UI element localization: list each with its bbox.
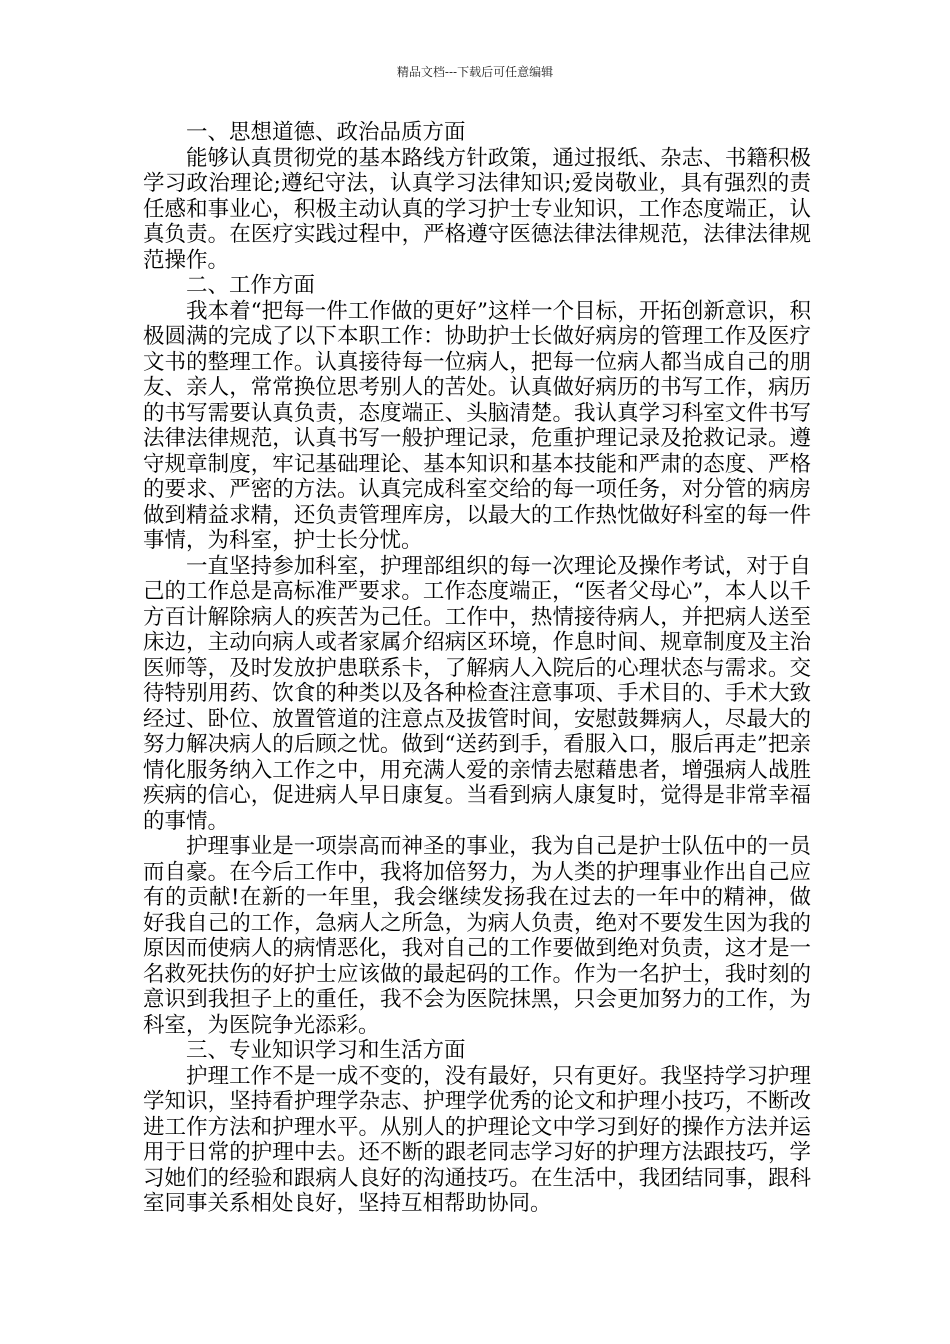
- page-header: 精品文档---下载后可任意编辑: [396, 65, 554, 79]
- section-heading-1: 一、思想道德、政治品质方面: [186, 120, 466, 145]
- section-heading-3: 三、专业知识学习和生活方面: [186, 1038, 466, 1063]
- paragraph: 护理事业是一项崇高而神圣的事业，我为自己是护士队伍中的一员而自豪。在今后工作中，我将加倍努力，为人类的护理事业作出自己应有的贡献!在新的一年里，我会继续发扬我在过去的一年中的精神，做好我自己的工作，急病人之所急，为病人负责，绝对不要发生因为我的原因而使病人的病情恶化，我对自己的工作要做到绝对负责，这才是一名救死扶伤的好护士应该做的最起码的工作。作为一名护士，我时刻的意识到我担子上的重任，我不会为医院抹黑，只会更加努力的工作，为科室，为医院争光添彩。: [143, 834, 811, 1038]
- paragraph: 我本着“把每一件工作做的更好”这样一个目标，开拓创新意识，积极圆满的完成了以下本职工作：协助护士长做好病房的管理工作及医疗文书的整理工作。认真接待每一位病人，把每一位病人都当成自己的朋友、亲人，常常换位思考别人的苦处。认真做好病历的书写工作，病历的书写需要认真负责，态度端正、头脑清楚。我认真学习科室文件书写法律法律规范，认真书写一般护理记录，危重护理记录及抢救记录。遵守规章制度，牢记基础理论、基本知识和基本技能和严肃的态度、严格的要求、严密的方法。认真完成科室交给的每一项任务，对分管的病房做到精益求精，还负责管理库房，以最大的工作热忱做好科室的每一件事情，为科室，护士长分忧。: [143, 298, 811, 553]
- paragraph: 一直坚持参加科室，护理部组织的每一次理论及操作考试，对于自己的工作总是高标准严要求。工作态度端正，“医者父母心”，本人以千方百计解除病人的疾苦为己任。工作中，热情接待病人，并把病人送至床边，主动向病人或者家属介绍病区环境，作息时间、规章制度及主治医师等，及时发放护患联系卡，了解病人入院后的心理状态与需求。交待特别用药、饮食的种类以及各种检查注意事项、手术目的、手术大致经过、卧位、放置管道的注意点及拔管时间，安慰鼓舞病人，尽最大的努力解决病人的后顾之忧。做到“送药到手，看服入口，服后再走”把亲情化服务纳入工作之中，用充满人爱的亲情去慰藉患者，增强病人战胜疾病的信心，促进病人早日康复。当看到病人康复时，觉得是非常幸福的事情。: [143, 553, 811, 834]
- paragraph: 护理工作不是一成不变的，没有最好，只有更好。我坚持学习护理学知识，坚持看护理学杂志、护理学优秀的论文和护理小技巧，不断改进工作方法和护理水平。从别人的护理论文中学习到好的操作方法并运用于日常的护理中去。还不断的跟老同志学习好的护理方法跟技巧，学习她们的经验和跟病人良好的沟通技巧。在生活中，我团结同事，跟科室同事关系相处良好，坚持互相帮助协同。: [143, 1063, 811, 1216]
- section-heading-2: 二、工作方面: [186, 273, 316, 298]
- paragraph: 能够认真贯彻党的基本路线方针政策，通过报纸、杂志、书籍积极学习政治理论;遵纪守法，认真学习法律知识;爱岗敬业，具有强烈的责任感和事业心，积极主动认真的学习护士专业知识，工作态度端正，认真负责。在医疗实践过程中，严格遵守医德法律法律规范，法律法律规范操作。: [143, 145, 811, 273]
- document-body: [143, 120, 811, 1217]
